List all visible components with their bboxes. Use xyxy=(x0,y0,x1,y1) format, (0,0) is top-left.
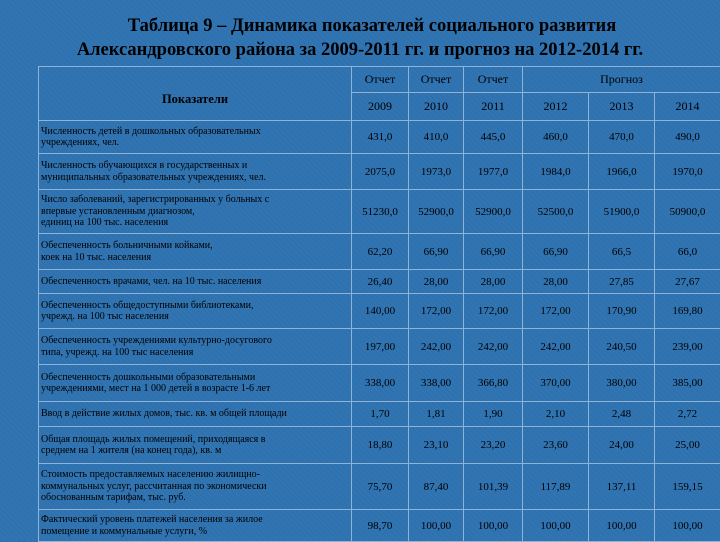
indicator-value: 101,39 xyxy=(464,464,523,510)
indicator-value: 25,00 xyxy=(655,427,720,464)
group-header-2010: Отчет xyxy=(409,67,464,93)
indicator-value: 2,48 xyxy=(589,402,655,427)
indicator-value: 242,00 xyxy=(409,329,464,365)
indicator-value: 240,50 xyxy=(589,329,655,365)
indicator-name: Стоимость предоставляемых населению жилищно- коммунальных услуг, рассчитанная по экономически обоснованным тарифам, тыс. руб. xyxy=(39,464,352,510)
indicator-value: 197,00 xyxy=(352,329,409,365)
indicator-value: 52900,0 xyxy=(464,190,523,234)
indicator-value: 100,00 xyxy=(409,510,464,542)
table-row xyxy=(39,154,720,190)
indicator-name: Обеспеченность дошкольными образовательными учреждениями, мест на 1 000 детей в возрасте 1-6 лет xyxy=(39,365,352,402)
indicator-value: 50900,0 xyxy=(655,190,720,234)
indicator-value: 1,70 xyxy=(352,402,409,427)
table-row xyxy=(39,402,720,427)
indicator-value: 169,80 xyxy=(655,294,720,329)
indicator-value: 2075,0 xyxy=(352,154,409,190)
table-row xyxy=(39,190,720,234)
indicator-value: 100,00 xyxy=(589,510,655,542)
indicator-value: 66,5 xyxy=(589,234,655,270)
indicator-value: 1984,0 xyxy=(523,154,589,190)
indicator-value: 2,72 xyxy=(655,402,720,427)
indicator-value: 98,70 xyxy=(352,510,409,542)
indicator-value: 23,60 xyxy=(523,427,589,464)
indicator-value: 62,20 xyxy=(352,234,409,270)
indicator-value: 460,0 xyxy=(523,121,589,154)
table-body xyxy=(39,121,720,542)
indicator-value: 242,00 xyxy=(523,329,589,365)
indicator-value: 28,00 xyxy=(464,270,523,294)
indicator-value: 18,80 xyxy=(352,427,409,464)
indicator-value: 66,90 xyxy=(464,234,523,270)
year-header: 2012 xyxy=(523,93,589,121)
indicator-value: 117,89 xyxy=(523,464,589,510)
indicator-value: 1,90 xyxy=(464,402,523,427)
indicator-value: 52900,0 xyxy=(409,190,464,234)
indicator-value: 100,00 xyxy=(523,510,589,542)
table-row xyxy=(39,294,720,329)
table-row xyxy=(39,464,720,510)
table-row xyxy=(39,427,720,464)
indicator-value: 172,00 xyxy=(464,294,523,329)
group-header-2009: Отчет xyxy=(352,67,409,93)
indicator-name: Ввод в действие жилых домов, тыс. кв. м общей площади xyxy=(39,402,352,427)
indicator-value: 172,00 xyxy=(409,294,464,329)
year-header: 2011 xyxy=(464,93,523,121)
indicator-value: 385,00 xyxy=(655,365,720,402)
indicator-value: 51230,0 xyxy=(352,190,409,234)
indicator-name: Обеспеченность врачами, чел. на 10 тыс. населения xyxy=(39,270,352,294)
year-header: 2010 xyxy=(409,93,464,121)
year-header: 2014 xyxy=(655,93,720,121)
indicator-value: 159,15 xyxy=(655,464,720,510)
indicator-header: Показатели xyxy=(39,67,352,121)
indicator-value: 431,0 xyxy=(352,121,409,154)
indicator-value: 66,90 xyxy=(409,234,464,270)
table-row xyxy=(39,234,720,270)
title-line-2: Александровского района за 2009-2011 гг. и прогноз на 2012-2014 гг. xyxy=(0,38,720,62)
indicator-value: 1970,0 xyxy=(655,154,720,190)
table-row xyxy=(39,329,720,365)
indicator-value: 87,40 xyxy=(409,464,464,510)
indicator-name: Число заболеваний, зарегистрированных у больных с впервые установленным диагнозом, единиц на 100 тыс. населения xyxy=(39,190,352,234)
group-header-2011: Отчет xyxy=(464,67,523,93)
group-header-row xyxy=(39,67,720,93)
table-row xyxy=(39,365,720,402)
indicator-value: 410,0 xyxy=(409,121,464,154)
indicator-value: 100,00 xyxy=(464,510,523,542)
indicator-value: 137,11 xyxy=(589,464,655,510)
indicator-name: Численность обучающихся в государственных и муниципальных образовательных учреждениях, чел. xyxy=(39,154,352,190)
indicator-value: 27,67 xyxy=(655,270,720,294)
indicator-value: 1977,0 xyxy=(464,154,523,190)
indicator-value: 2,10 xyxy=(523,402,589,427)
indicator-value: 28,00 xyxy=(523,270,589,294)
indicator-name: Фактический уровень платежей населения за жилое помещение и коммунальные услуги, % xyxy=(39,510,352,542)
title-line-1: Таблица 9 – Динамика показателей социального развития xyxy=(0,14,720,38)
indicator-value: 490,0 xyxy=(655,121,720,154)
indicator-value: 1966,0 xyxy=(589,154,655,190)
indicator-value: 470,0 xyxy=(589,121,655,154)
indicator-value: 100,00 xyxy=(655,510,720,542)
indicator-value: 66,90 xyxy=(523,234,589,270)
indicator-value: 172,00 xyxy=(523,294,589,329)
indicator-value: 370,00 xyxy=(523,365,589,402)
indicator-value: 380,00 xyxy=(589,365,655,402)
indicator-name: Обеспеченность учреждениями культурно-досугового типа, учрежд. на 100 тыс населения xyxy=(39,329,352,365)
indicator-name: Обеспеченность общедоступными библиотеками, учрежд. на 100 тыс населения xyxy=(39,294,352,329)
indicator-value: 23,20 xyxy=(464,427,523,464)
indicator-name: Численность детей в дошкольных образовательных учреждениях, чел. xyxy=(39,121,352,154)
year-header: 2013 xyxy=(589,93,655,121)
indicator-value: 338,00 xyxy=(409,365,464,402)
table-row xyxy=(39,510,720,542)
indicator-value: 242,00 xyxy=(464,329,523,365)
group-header-forecast: Прогноз xyxy=(523,67,720,93)
indicator-value: 75,70 xyxy=(352,464,409,510)
indicator-value: 445,0 xyxy=(464,121,523,154)
indicator-value: 23,10 xyxy=(409,427,464,464)
slide-title xyxy=(0,14,720,62)
indicator-value: 1,81 xyxy=(409,402,464,427)
indicator-value: 27,85 xyxy=(589,270,655,294)
year-header: 2009 xyxy=(352,93,409,121)
indicator-value: 366,80 xyxy=(464,365,523,402)
indicator-value: 1973,0 xyxy=(409,154,464,190)
indicator-value: 24,00 xyxy=(589,427,655,464)
indicator-value: 26,40 xyxy=(352,270,409,294)
indicator-value: 170,90 xyxy=(589,294,655,329)
indicator-name: Обеспеченность больничными койками, коек на 10 тыс. населения xyxy=(39,234,352,270)
indicators-table xyxy=(38,66,720,542)
indicator-value: 28,00 xyxy=(409,270,464,294)
indicator-value: 52500,0 xyxy=(523,190,589,234)
indicator-value: 51900,0 xyxy=(589,190,655,234)
indicator-value: 239,00 xyxy=(655,329,720,365)
indicator-value: 338,00 xyxy=(352,365,409,402)
indicator-name: Общая площадь жилых помещений, приходящаяся в среднем на 1 жителя (на конец года), кв. м xyxy=(39,427,352,464)
table-row xyxy=(39,270,720,294)
indicator-value: 140,00 xyxy=(352,294,409,329)
table-row xyxy=(39,121,720,154)
indicator-value: 66,0 xyxy=(655,234,720,270)
